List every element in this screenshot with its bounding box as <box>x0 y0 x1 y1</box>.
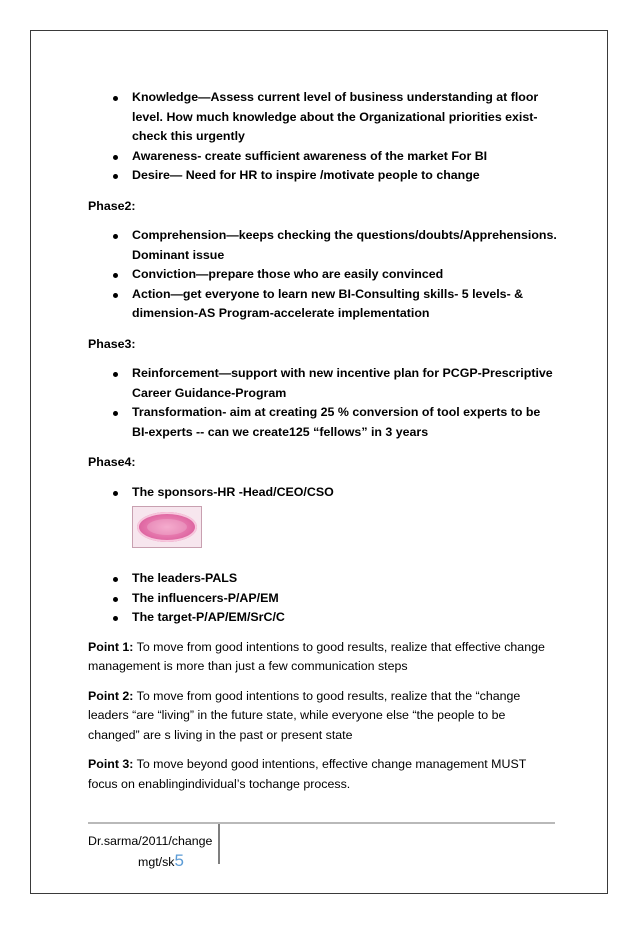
page-number: 5 <box>174 851 184 870</box>
point-2 <box>88 687 558 746</box>
phase2-heading: Phase2: <box>88 198 136 213</box>
point-text: To move beyond good intentions, effective change management MUST focus on enablingindividual’s tochange process. <box>88 757 527 791</box>
phase4-list <box>88 569 558 628</box>
point-text: To move from good intentions to good results, realize that the “change leaders “are “living” in the future state, while everyone else “the people to be changed” are s living in the past or present state <box>88 688 521 742</box>
point-label: Point 2: <box>88 688 134 703</box>
list-item: The leaders-PALS <box>88 569 558 589</box>
point-3 <box>88 755 558 794</box>
sponsor-badge-icon <box>137 512 197 542</box>
list-item: The sponsors-HR -Head/CEO/CSO <box>88 483 558 503</box>
phase3-list <box>88 364 558 442</box>
list-item: Knowledge—Assess current level of business understanding at floor level. How much knowledge about the Organizational priorities exist- check this urgently <box>88 88 558 147</box>
phase3-heading: Phase3: <box>88 336 136 351</box>
point-text: To move from good intentions to good results, realize that effective change management is more than just a few communication steps <box>88 639 545 673</box>
list-item: Transformation- aim at creating 25 % conversion of tool experts to be BI-experts -- can we create125 “fellows” in 3 years <box>88 403 558 442</box>
phase2-list <box>88 226 558 324</box>
list-item: Desire— Need for HR to inspire /motivate people to change <box>88 166 558 186</box>
point-label: Point 3: <box>88 757 134 771</box>
phase4-heading: Phase4: <box>88 455 136 469</box>
become-a-sponsor-badge-image <box>132 506 202 548</box>
phase1-list <box>88 88 558 186</box>
point-label: Point 1: <box>88 639 134 654</box>
document-body <box>88 88 558 794</box>
list-item: Awareness- create sufficient awareness of the market For BI <box>88 147 558 167</box>
point-1 <box>88 638 558 677</box>
list-item: Action—get everyone to learn new BI-Consulting skills- 5 levels- & dimension-AS Program-accelerate implementation <box>88 285 558 324</box>
list-item: Reinforcement—support with new incentive plan for PCGP-Prescriptive Career Guidance-Program <box>88 364 558 403</box>
footer-author-cont: mgt/sk <box>138 855 175 869</box>
list-item: Conviction—prepare those who are easily convinced <box>88 265 558 285</box>
page-footer <box>88 822 555 870</box>
footer-divider <box>218 824 220 864</box>
list-item: Comprehension—keeps checking the questions/doubts/Apprehensions. Dominant issue <box>88 226 558 265</box>
list-item: The target-P/AP/EM/SrC/C <box>88 608 558 628</box>
phase4-sponsors-list <box>88 483 558 503</box>
list-item: The influencers-P/AP/EM <box>88 589 558 609</box>
footer-text <box>88 832 216 872</box>
footer-author: Dr.sarma/2011/change <box>88 834 213 848</box>
